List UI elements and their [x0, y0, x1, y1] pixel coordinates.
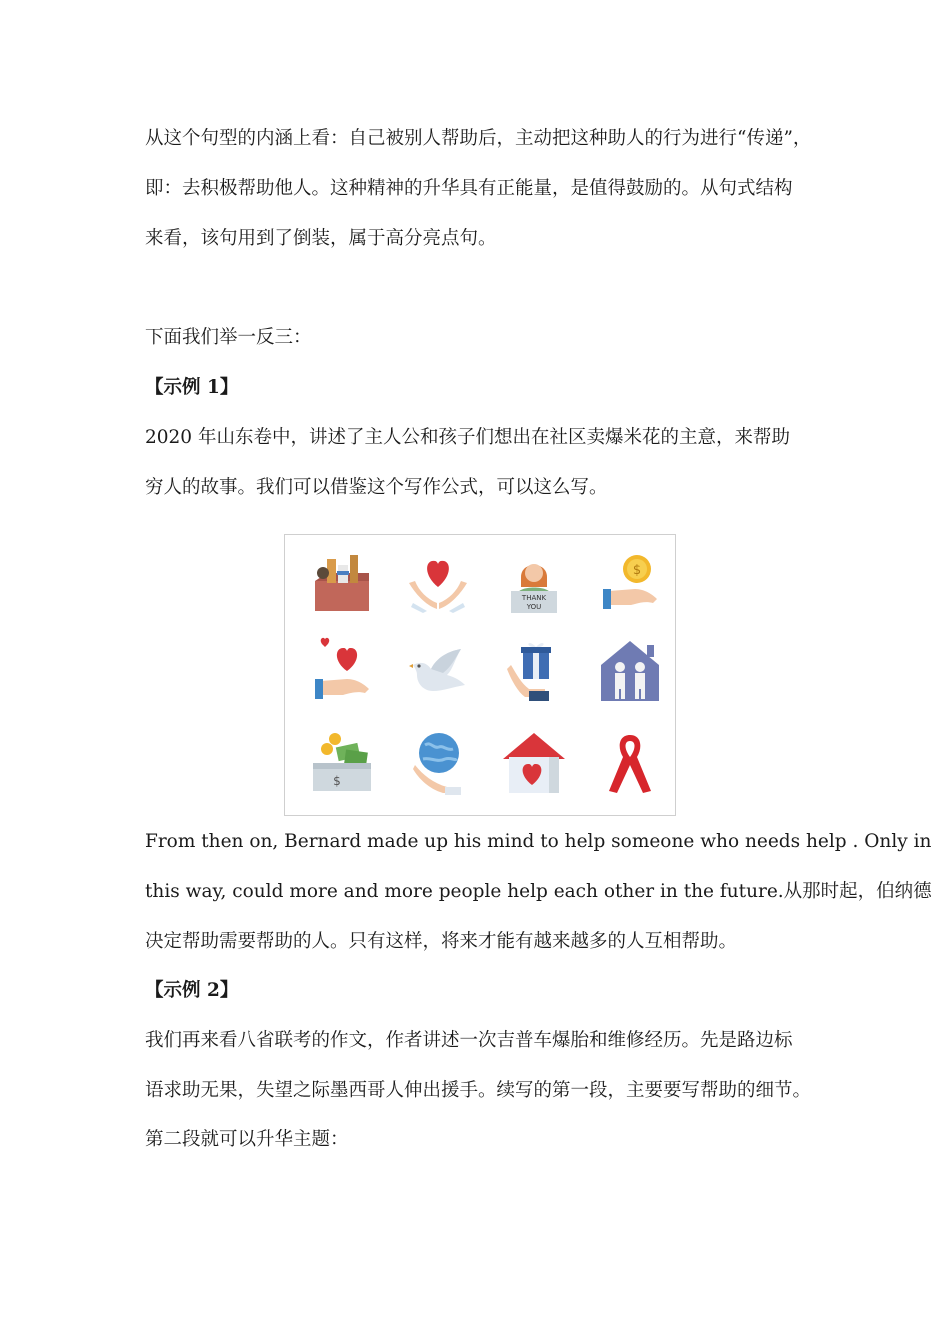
money-box-icon: [307, 727, 377, 797]
family-house-icon: [595, 635, 665, 705]
thank-you-volunteer-icon: [499, 547, 569, 617]
donation-box-icon: [307, 547, 377, 617]
charity-icons-figure: [284, 534, 676, 816]
body-text-line: 语求助无果，失望之际墨西哥人伸出援手。续写的第一段，主要要写帮助的细节。: [145, 1080, 812, 1101]
gift-hand-icon: [499, 635, 569, 705]
example1-heading: 【示例 1】: [145, 377, 239, 398]
globe-hand-icon: [403, 727, 473, 797]
body-text-line: 第二段就可以升华主题：: [145, 1129, 349, 1150]
example2-heading: 【示例 2】: [145, 980, 239, 1001]
body-text-line: From then on, Bernard made up his mind to help someone who needs help . Only in: [145, 831, 932, 852]
awareness-ribbon-icon: [595, 727, 665, 797]
heart-hands-icon: [403, 547, 473, 617]
body-text-line: 即：去积极帮助他人。这种精神的升华具有正能量，是值得鼓励的。从句式结构: [145, 178, 793, 199]
heart-hand-icon: [307, 635, 377, 705]
body-text-line: 来看，该句用到了倒装，属于高分亮点句。: [145, 228, 497, 249]
svg-text:YOU: YOU: [526, 603, 542, 611]
body-text-line: 我们再来看八省联考的作文，作者讲述一次吉普车爆胎和维修经历。先是路边标: [145, 1030, 793, 1051]
intro-text: 下面我们举一反三：: [145, 327, 312, 348]
body-text-line: 从这个句型的内涵上看：自己被别人帮助后，主动把这种助人的行为进行“传递”，: [145, 128, 812, 149]
dove-icon: [403, 635, 473, 705]
house-heart-icon: [499, 727, 569, 797]
body-text-line: 决定帮助需要帮助的人。只有这样，将来才能有越来越多的人互相帮助。: [145, 931, 738, 952]
svg-text:THANK: THANK: [521, 594, 547, 602]
svg-text:$: $: [632, 563, 642, 578]
body-text-line: this way, could more and more people help each other in the future.从那时起，伯纳德: [145, 881, 932, 902]
coin-hand-icon: [595, 547, 665, 617]
body-text-line: 穷人的故事。我们可以借鉴这个写作公式，可以这么写。: [145, 477, 608, 498]
svg-text:$: $: [333, 774, 341, 788]
body-text-line: 2020 年山东卷中，讲述了主人公和孩子们想出在社区卖爆米花的主意，来帮助: [145, 427, 790, 448]
